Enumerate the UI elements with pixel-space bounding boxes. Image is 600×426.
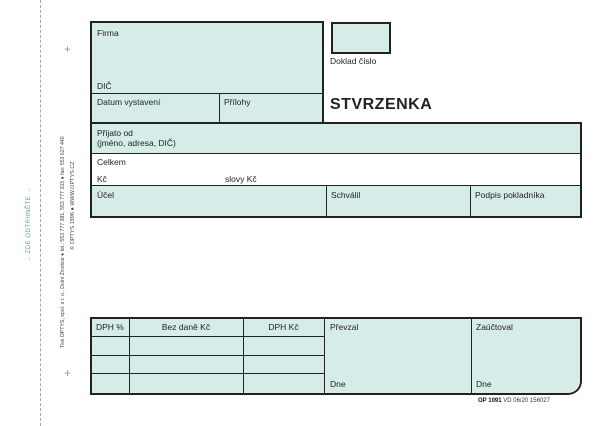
form-code-version: VD 06/20 156027 [503, 398, 550, 404]
datum-vystaveni-label: Datum vystavení [97, 97, 161, 107]
vat-header-base: Bez daně Kč [161, 322, 211, 332]
kc-label: Kč [97, 174, 107, 184]
dic-label: DIČ [97, 81, 112, 91]
slovy-kc-label: slovy Kč [225, 174, 257, 184]
form-code-number: OP 1091 [478, 398, 502, 404]
prilohy-label: Přílohy [224, 97, 251, 107]
prijato-od-label: Přijato od [97, 128, 133, 138]
celkem-label: Celkem [97, 157, 126, 167]
printer-info: Tisk OPTYS, spol. s r. o., Dolní Životice ● tel.: 553 777 381, 553 777 333 ● fax: 553 627 440 [60, 136, 66, 348]
document-title: STVRZENKA [330, 96, 433, 113]
form-code [478, 398, 550, 404]
registration-mark-top: + [64, 42, 72, 56]
firma-field[interactable] [91, 23, 323, 94]
tear-here-text: → ZDE ODTRHNĚTE → [26, 187, 32, 262]
prevzal-label: Převzal [330, 322, 359, 332]
dne-right-label: Dne [476, 379, 492, 389]
schvalil-label: Schválil [331, 190, 361, 200]
doklad-cislo-box[interactable] [331, 22, 391, 54]
vat-header-amount: DPH Kč [268, 322, 299, 332]
firma-label: Firma [97, 28, 119, 38]
vat-header-rate: DPH % [96, 322, 124, 332]
doklad-cislo-label: Doklad číslo [330, 56, 377, 66]
podpis-pokladnika-label: Podpis pokladníka [475, 190, 545, 200]
zauctoval-label: Zaúčtoval [476, 322, 513, 332]
prijato-od-sublabel: (jméno, adresa, DIČ) [97, 138, 176, 148]
tear-line [40, 0, 41, 426]
publisher-web: © OPTYS 1996 ● WWW.OPTYS.CZ [70, 161, 76, 250]
dne-left-label: Dne [330, 379, 346, 389]
ucel-label: Účel [97, 190, 115, 200]
registration-mark-bottom: + [64, 366, 72, 380]
